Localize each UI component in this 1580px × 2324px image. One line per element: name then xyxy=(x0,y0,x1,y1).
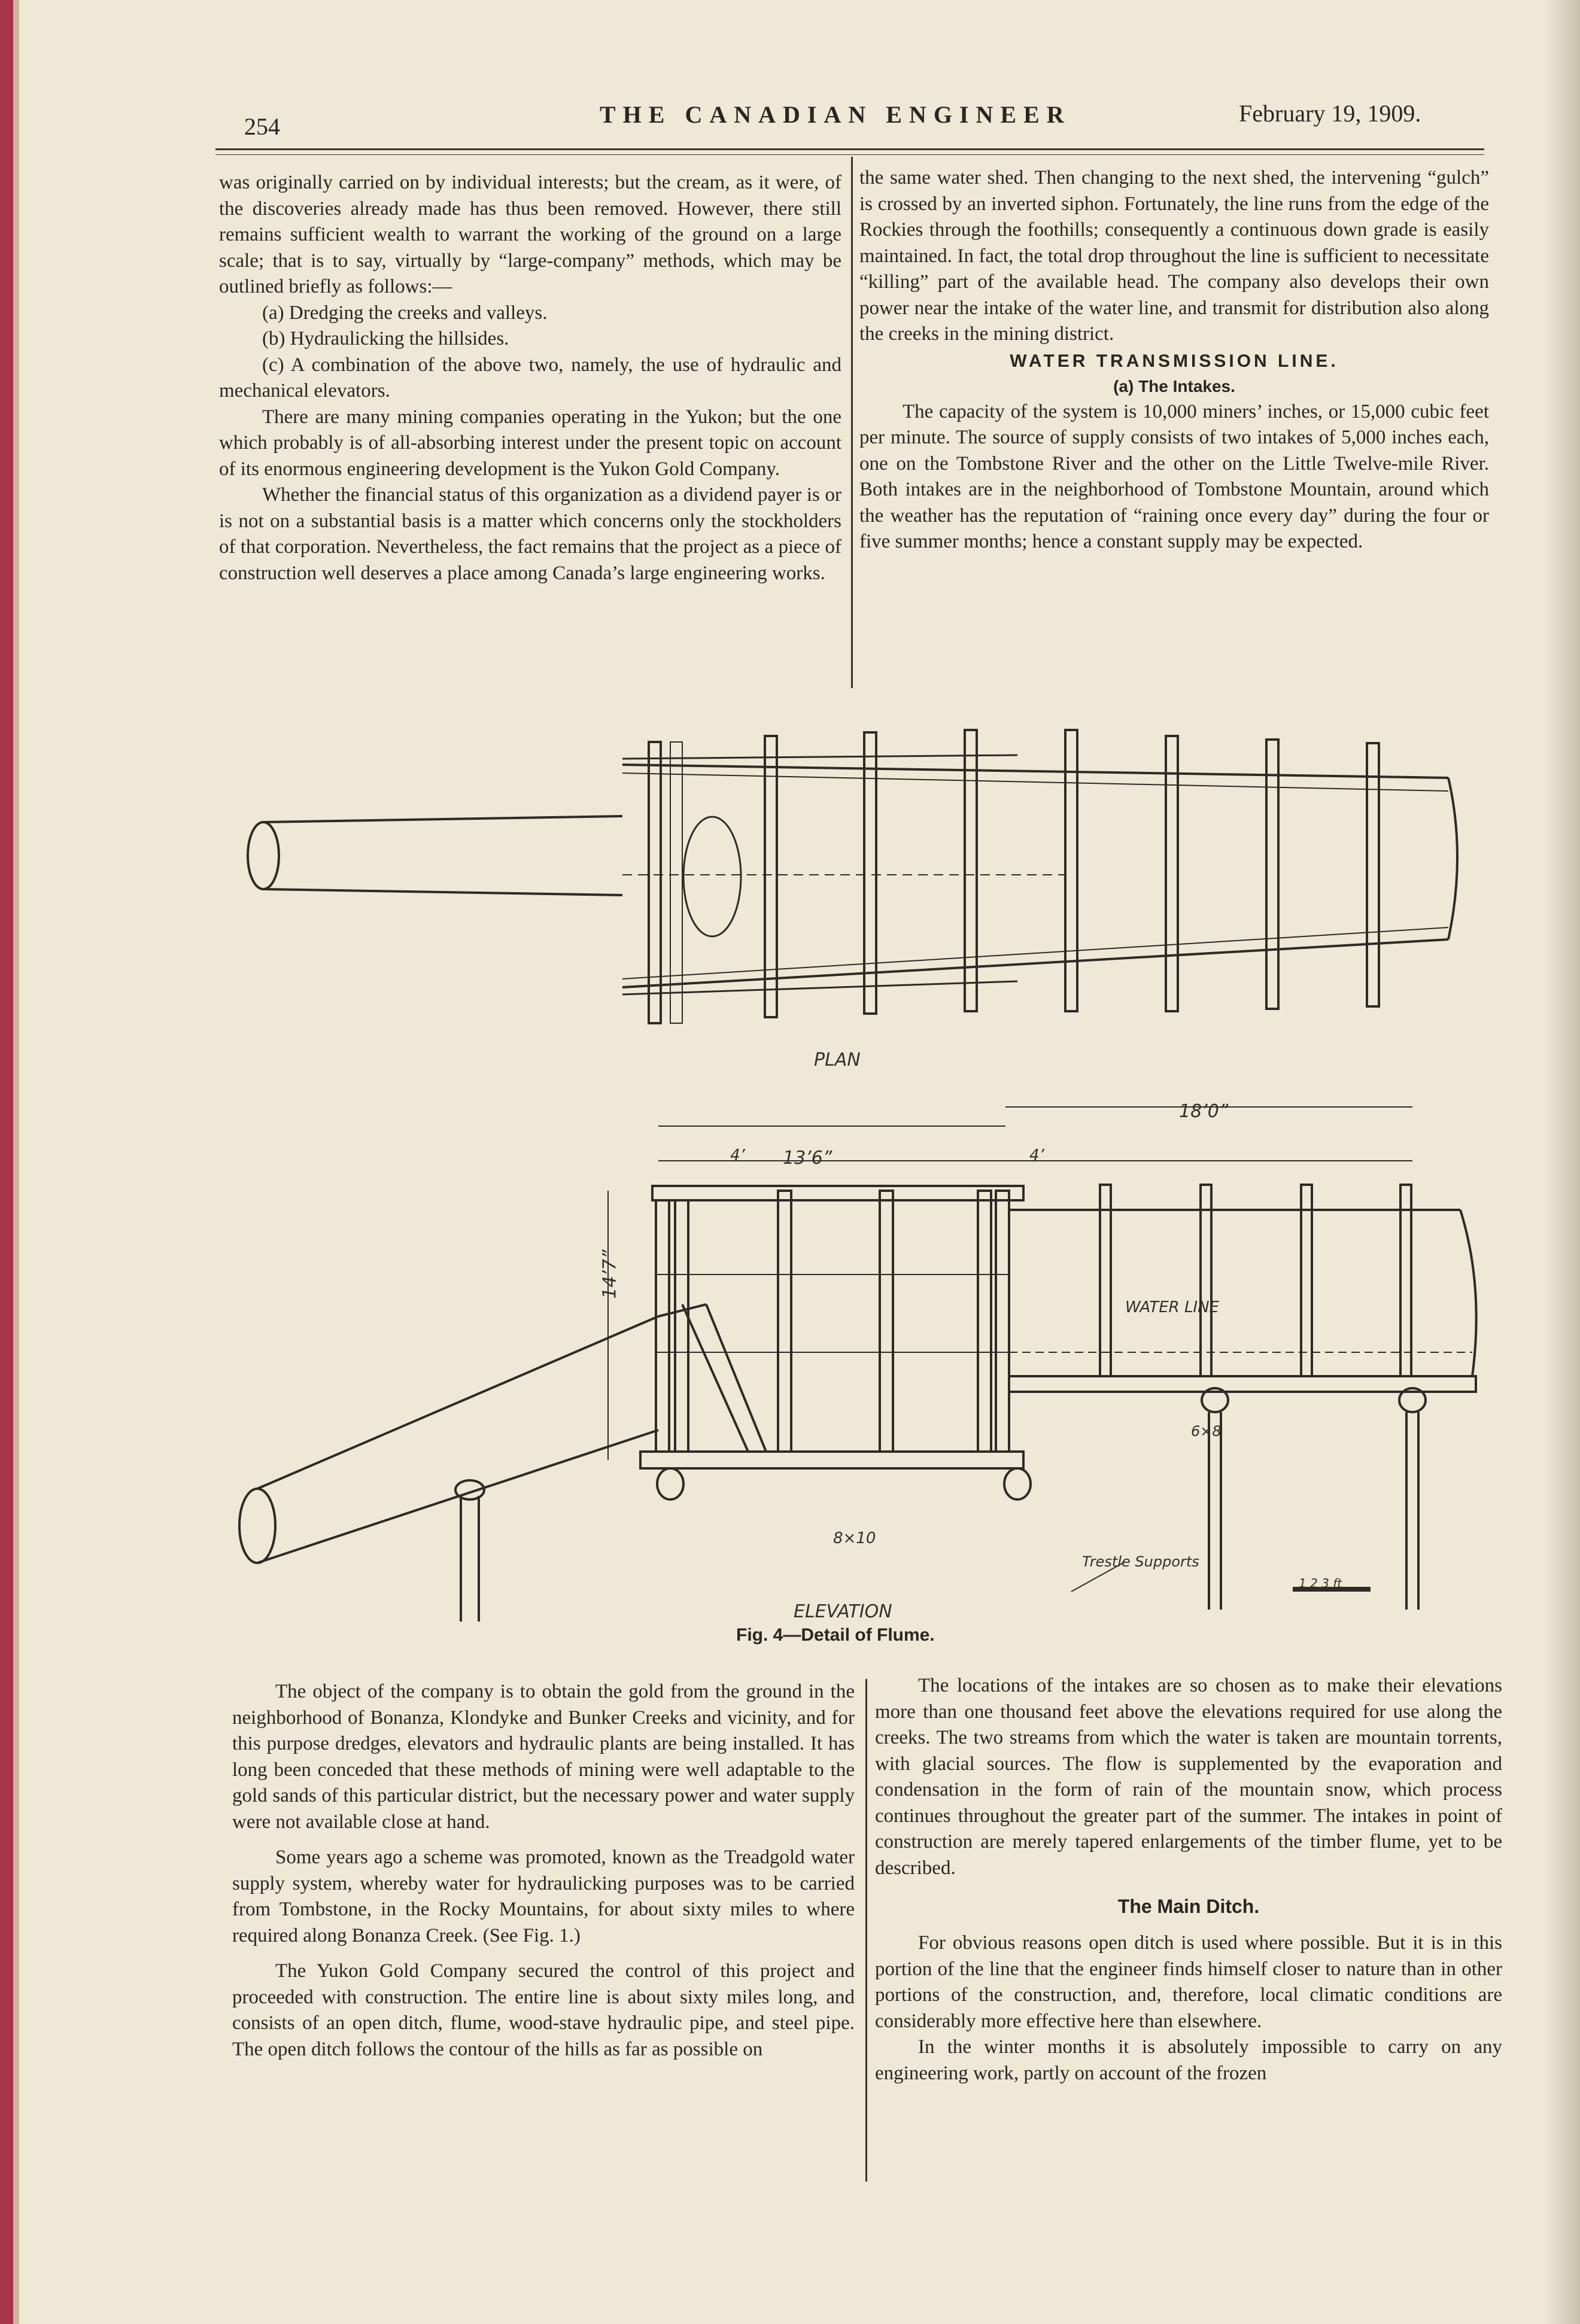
dimension-label: 13’6” xyxy=(783,1148,832,1169)
paragraph: The capacity of the system is 10,000 miners’ inches, or 15,000 cubic feet per minute. The source of supply consists of two intakes of 5,000 inches each, one on the Tombstone River and the other on the Little Twelve-mile River. Both intakes are in the neighborhood of Tombstone Mountain, around which the weather has the reputation of “raining once every day” during the four or five summer months; hence a constant supply may be expected. xyxy=(859,400,1489,552)
plan-pipe-opening xyxy=(683,817,741,936)
paragraph: The locations of the intakes are so chosen as to make their elevations more than one thousand feet above the elevations required for use along the creeks. The two streams from which the water is taken are mountain torrents, with glacial sources. The flow is supplemented by the evaporation and condensation in the form of rain of the mountain snow, which process continues throughout the greater part of the summer. The intakes in point of construction are merely tapered enlargements of the timber flume, yet to be described. xyxy=(875,1675,1502,1879)
plan-pipe-bottom xyxy=(263,889,622,895)
paragraph: The object of the company is to obtain the gold from the ground in the neighborhood of Bonanza, Klondyke and Bunker Creeks and vicinity, and for this purpose dredges, elevators and hydraulic plants are being installed. It has long been conceded that these methods of mining were well adaptable to the gold sands of this particular district, but the necessary power and water supply were not available close at hand. xyxy=(232,1681,855,1833)
binding-margin xyxy=(13,0,19,2324)
scale-label: 1 2 3 ft xyxy=(1299,1576,1342,1590)
header-rule-thin xyxy=(215,154,1484,155)
elev-post xyxy=(880,1191,893,1452)
elev-post xyxy=(1301,1185,1312,1376)
subsection-heading: (a) The Intakes. xyxy=(1113,376,1235,396)
section-heading: The Main Ditch. xyxy=(1117,1896,1260,1917)
elev-post xyxy=(978,1191,991,1452)
plan-post xyxy=(765,736,777,1017)
top-left-column xyxy=(219,170,841,586)
paragraph: Whether the financial status of this organization as a dividend payer is or is not on a substantial basis is a matter which concerns only the stockholders of that corporation. Nevertheless, the fact remains that the project as a piece of construction well deserves a place among Canada’s large engineering works. xyxy=(219,484,841,584)
trestle-support xyxy=(1004,1468,1031,1499)
paragraph: For obvious reasons open ditch is used where possible. But it is in this portion of the line that the engineer finds himself closer to nature than in other portions of the construction, and, therefore, local climatic conditions are considerably more effective here than elsewhere. xyxy=(875,1932,1502,2032)
elevation-label: ELEVATION xyxy=(794,1601,892,1622)
trestle-label: Trestle Supports xyxy=(1082,1553,1199,1570)
bottom-right-column xyxy=(875,1673,1502,2086)
dimension-label: 14’7” xyxy=(599,1249,621,1299)
flume-break xyxy=(1460,1210,1476,1376)
paragraph: The Yukon Gold Company secured the control of this project and proceeded with construction. The entire line is about sixty miles long, and consists of an open ditch, flume, wood-stave hydraulic pipe, and steel pipe. The open ditch follows the contour of the hills as far as possible on xyxy=(232,1960,855,2060)
journal-title: THE CANADIAN ENGINEER xyxy=(600,101,1071,128)
bottom-left-column xyxy=(232,1679,855,2063)
paragraph: was originally carried on by individual interests; but the cream, as it were, of the discoveries already made has thus been removed. However, there still remains sufficient wealth to warrant the working of the ground on a large scale; that is to say, virtually by “large-company” methods, which may be outlined briefly as follows:— xyxy=(219,172,841,297)
plan-wall-bottom-inner xyxy=(622,927,1448,979)
paragraph: In the winter months it is absolutely impossible to carry on any engineering work, partly on account of the frozen xyxy=(875,2036,1502,2084)
plan-flume-break xyxy=(1448,778,1457,939)
elev-post xyxy=(996,1191,1009,1452)
header-rule xyxy=(215,148,1484,150)
dimension-label: 4’ xyxy=(730,1146,745,1164)
page-edge-shadow xyxy=(1544,0,1580,2324)
plan-post xyxy=(670,742,682,1023)
column-separator xyxy=(865,1679,867,2182)
book-binding xyxy=(0,0,13,2324)
plan-post xyxy=(1266,740,1278,1009)
paragraph: Some years ago a scheme was promoted, known as the Treadgold water supply system, whereby water for hydraulicking purposes was to be carried from Tombstone, in the Rocky Mountains, for about sixty miles to where required along Bonanza Creek. (See Fig. 1.) xyxy=(232,1847,855,1946)
water-line-label: WATER LINE xyxy=(1125,1298,1219,1316)
list-item: (a) Dredging the creeks and valleys. xyxy=(262,302,548,324)
elev-post xyxy=(1201,1185,1211,1376)
plan-view xyxy=(248,730,1457,1023)
plan-pipe-end xyxy=(248,822,279,889)
list-item: (c) A combination of the above two, namely, the use of hydraulic and mechanical elevators. xyxy=(219,354,841,401)
plan-label: PLAN xyxy=(814,1050,861,1070)
column-separator xyxy=(851,157,853,688)
trestle-support xyxy=(657,1468,683,1499)
sill-label: 8×10 xyxy=(833,1529,876,1547)
elev-pipe-end xyxy=(239,1489,275,1563)
plan-post xyxy=(1166,736,1178,1011)
flume-detail-drawing xyxy=(227,688,1508,1645)
paragraph: There are many mining companies operating in the Yukon; but the one which probably is of all-absorbing interest under the present topic on account of its enormous engineering development is the Yukon Gold Company. xyxy=(219,406,841,480)
elev-post xyxy=(1400,1185,1411,1376)
plan-post xyxy=(864,732,876,1014)
top-right-column xyxy=(859,165,1489,555)
elev-pipe-bottom xyxy=(257,1430,658,1563)
running-header xyxy=(227,96,1484,140)
paragraph: the same water shed. Then changing to the next shed, the intervening “gulch” is crossed by an inverted siphon. Fortunately, the line runs from the edge of the Rockies through the foothills; consequently a continuous down grade is easily maintained. In fact, the total drop throughout the line is sufficient to necessitate “killing” part of the available head. The company also develops their own power near the intake of the water line, and transmit for distribution also along the creeks in the mining district. xyxy=(859,167,1489,345)
dimension-label: 4’ xyxy=(1029,1146,1044,1164)
elev-pipe-top xyxy=(257,1316,658,1489)
plan-wall-bottom xyxy=(622,939,1448,987)
plan-pipe-top xyxy=(263,816,622,822)
sill-beam xyxy=(640,1452,1023,1468)
beam-label: 6×8 xyxy=(1191,1423,1222,1440)
elev-post xyxy=(778,1191,791,1452)
plan-post xyxy=(649,742,661,1023)
top-cap xyxy=(652,1186,1023,1200)
dimension-label: 18’0” xyxy=(1179,1101,1229,1122)
plan-post xyxy=(1367,743,1379,1006)
elev-post xyxy=(675,1200,688,1452)
section-heading: WATER TRANSMISSION LINE. xyxy=(1010,351,1339,371)
plan-post xyxy=(965,730,977,1011)
issue-date: February 19, 1909. xyxy=(1239,100,1421,127)
page-number: 254 xyxy=(244,113,280,140)
elev-post xyxy=(1100,1185,1111,1376)
figure-caption: Fig. 4—Detail of Flume. xyxy=(736,1625,935,1645)
list-item: (b) Hydraulicking the hillsides. xyxy=(262,328,509,349)
elev-post xyxy=(656,1200,669,1452)
